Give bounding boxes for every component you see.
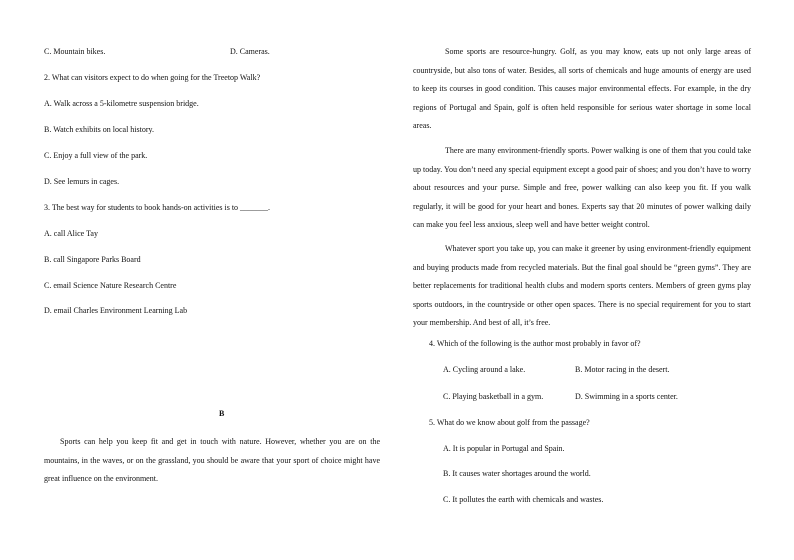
question-3-option-b: B. call Singapore Parks Board (44, 255, 141, 264)
passage-paragraph-1: Some sports are resource-hungry. Golf, as you may know, eats up not only large areas of countryside, but also tons of water. Besides, all sorts of chemicals and huge amounts of energy are used to keep its courses in good condition. This causes major environmental effects. For example, in the dry regions of Portugal and Spain, golf is often held responsible for serious water shortage in some local areas. (413, 47, 751, 130)
question-3-option-c: C. email Science Nature Research Centre (44, 281, 177, 290)
question-4-stem: 4. Which of the following is the author most probably in favor of? (429, 339, 641, 348)
question-2-option-a: A. Walk across a 5-kilometre suspension bridge. (44, 99, 199, 108)
question-5-option-c: C. It pollutes the earth with chemicals and wastes. (443, 495, 604, 504)
question-2-option-b: B. Watch exhibits on local history. (44, 125, 155, 134)
question-4-option-d: D. Swimming in a sports center. (575, 392, 678, 401)
section-heading-b: B (219, 409, 225, 418)
question-2-option-c: C. Enjoy a full view of the park. (44, 151, 148, 160)
question-4-option-c: C. Playing basketball in a gym. (443, 392, 544, 401)
question-5-option-a: A. It is popular in Portugal and Spain. (443, 444, 565, 453)
passage-paragraph-3: Whatever sport you take up, you can make it greener by using environment-friendly equipment and buying products made from recycled materials. But the final goal should be “green gyms”. They are better replacements for traditional health clubs and modern sports centers. Members of green gyms play sports outdoors, in the countryside or other open spaces. There is no special requirement for you to start your membership. And best of all, it’s free. (413, 244, 751, 327)
question-4-option-a: A. Cycling around a lake. (443, 365, 526, 374)
question-1-option-c: C. Mountain bikes. (44, 47, 106, 56)
question-5-stem: 5. What do we know about golf from the passage? (429, 418, 590, 427)
question-1-option-c-row (44, 47, 270, 57)
question-5-option-b: B. It causes water shortages around the world. (443, 469, 591, 478)
question-3-option-a: A. call Alice Tay (44, 229, 98, 238)
right-column (413, 0, 752, 560)
question-2-stem: 2. What can visitors expect to do when going for the Treetop Walk? (44, 73, 261, 82)
question-4-option-b: B. Motor racing in the desert. (575, 365, 670, 374)
question-1-option-d: D. Cameras. (230, 47, 270, 56)
section-b-intro-paragraph: Sports can help you keep fit and get in touch with nature. However, whether you are on the mountains, in the waves, or on the grassland, you should be aware that your sport of choice might have great influence on the environment. (44, 437, 380, 483)
left-column (44, 0, 384, 560)
question-2-option-d: D. See lemurs in cages. (44, 177, 120, 186)
question-3-stem: 3. The best way for students to book hands-on activities is to _______. (44, 203, 271, 212)
question-3-option-d: D. email Charles Environment Learning Lab (44, 306, 188, 315)
passage-paragraph-2: There are many environment-friendly sports. Power walking is one of them that you could take up today. You don’t need any special equipment except a good pair of shoes; and you don’t have to worry about resources and your purse. Simple and free, power walking can also keep you fit. If you walk regularly, it will be good for your heart and bones. Experts say that 20 minutes of power walking daily can make you feel less anxious, sleep well and have better weight control. (413, 146, 751, 229)
